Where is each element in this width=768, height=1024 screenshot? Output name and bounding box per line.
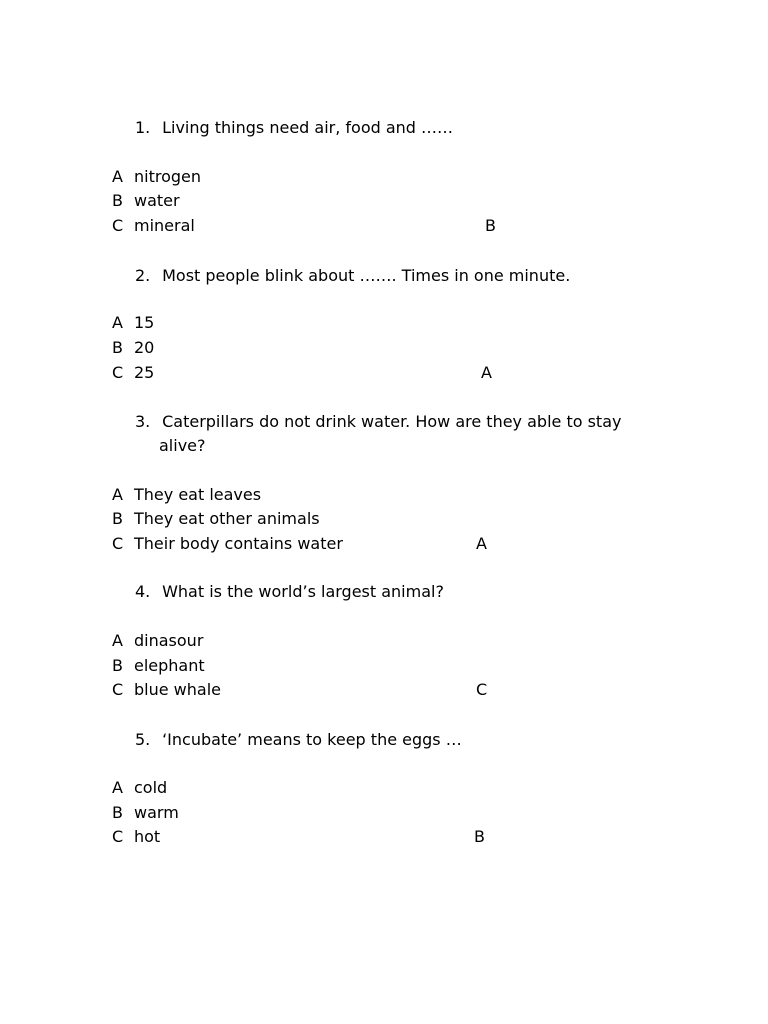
answer-key: A bbox=[476, 534, 487, 553]
option-text: 15 bbox=[134, 313, 155, 332]
option-letter: A bbox=[112, 485, 123, 504]
question-4 bbox=[135, 582, 444, 602]
answer-key: A bbox=[481, 363, 492, 382]
option-c bbox=[112, 680, 221, 700]
answer-key: B bbox=[485, 216, 496, 235]
option-text: elephant bbox=[134, 656, 205, 675]
option-b bbox=[112, 191, 180, 211]
option-text: They eat leaves bbox=[134, 485, 262, 504]
question-number: 2. bbox=[135, 266, 151, 285]
question-number: 1. bbox=[135, 118, 151, 137]
option-letter: C bbox=[112, 534, 124, 553]
answer-key: B bbox=[474, 827, 485, 846]
option-letter: A bbox=[112, 313, 123, 332]
question-text: What is the world’s largest animal? bbox=[162, 582, 444, 601]
option-letter: A bbox=[112, 631, 123, 650]
option-text: nitrogen bbox=[134, 167, 202, 186]
option-letter: A bbox=[112, 167, 123, 186]
option-letter: B bbox=[112, 191, 123, 210]
option-letter: B bbox=[112, 338, 123, 357]
question-text-continuation: alive? bbox=[159, 436, 206, 455]
option-b bbox=[112, 338, 154, 358]
question-1 bbox=[135, 118, 453, 138]
question-text: ‘Incubate’ means to keep the eggs … bbox=[162, 730, 462, 749]
option-letter: A bbox=[112, 778, 123, 797]
question-text: Most people blink about ……. Times in one minute. bbox=[162, 266, 571, 285]
option-letter: B bbox=[112, 803, 123, 822]
question-5 bbox=[135, 730, 462, 750]
option-a bbox=[112, 313, 154, 333]
option-letter: C bbox=[112, 216, 124, 235]
question-number: 4. bbox=[135, 582, 151, 601]
question-2 bbox=[135, 266, 570, 286]
option-c bbox=[112, 216, 195, 236]
option-c bbox=[112, 827, 160, 847]
option-text: hot bbox=[134, 827, 161, 846]
option-text: cold bbox=[134, 778, 168, 797]
question-number: 5. bbox=[135, 730, 151, 749]
answer-key: C bbox=[476, 680, 488, 699]
question-number: 3. bbox=[135, 412, 151, 431]
question-text: Caterpillars do not drink water. How are they able to stay bbox=[162, 412, 622, 431]
option-text: Their body contains water bbox=[134, 534, 343, 553]
option-a bbox=[112, 631, 203, 651]
option-c bbox=[112, 363, 154, 383]
option-letter: C bbox=[112, 827, 124, 846]
option-text: blue whale bbox=[134, 680, 221, 699]
option-text: water bbox=[134, 191, 180, 210]
option-a bbox=[112, 167, 201, 187]
option-text: They eat other animals bbox=[134, 509, 320, 528]
option-b bbox=[112, 656, 205, 676]
option-a bbox=[112, 778, 167, 798]
option-letter: C bbox=[112, 680, 124, 699]
option-c bbox=[112, 534, 343, 554]
option-letter: B bbox=[112, 656, 123, 675]
option-text: 20 bbox=[134, 338, 155, 357]
option-b bbox=[112, 509, 320, 529]
option-a bbox=[112, 485, 261, 505]
option-text: mineral bbox=[134, 216, 195, 235]
option-text: dinasour bbox=[134, 631, 204, 650]
option-b bbox=[112, 803, 179, 823]
option-letter: C bbox=[112, 363, 124, 382]
option-letter: B bbox=[112, 509, 123, 528]
question-3 bbox=[135, 412, 621, 432]
question-text: Living things need air, food and …… bbox=[162, 118, 454, 137]
option-text: warm bbox=[134, 803, 179, 822]
option-text: 25 bbox=[134, 363, 155, 382]
